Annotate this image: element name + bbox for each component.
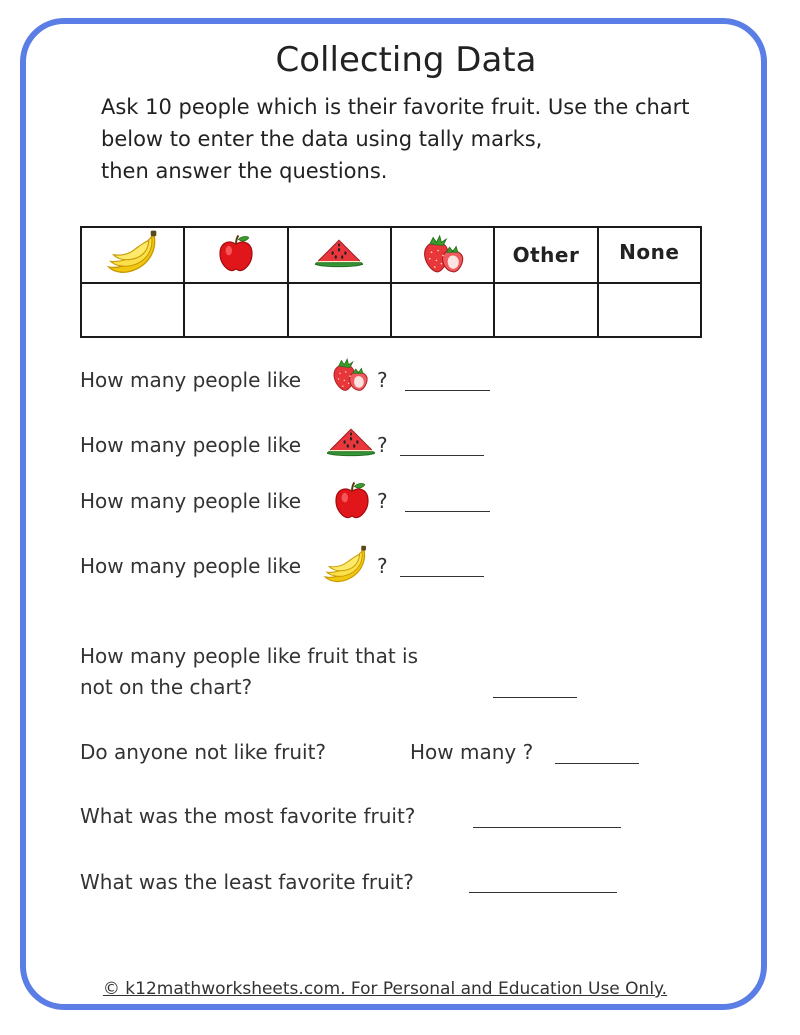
question-other-line-1: How many people like fruit that is — [80, 644, 419, 668]
answer-banana-blank[interactable] — [400, 576, 484, 577]
apple-icon — [332, 480, 372, 520]
answer-least-blank[interactable] — [469, 892, 617, 893]
tally-header-watermelon — [288, 227, 391, 283]
question-banana-text: How many people like — [80, 554, 302, 578]
question-most-text: What was the most favorite fruit? — [80, 804, 416, 828]
watermelon-icon — [327, 425, 375, 459]
strawberry-icon — [420, 232, 466, 274]
answer-strawberry-blank[interactable] — [405, 390, 490, 391]
copyright-footer: © k12mathworksheets.com. For Personal and Education Use Only. — [102, 979, 668, 999]
worksheet-title: Collecting Data — [275, 40, 537, 80]
tally-header-row — [81, 227, 701, 283]
question-apple-mark: ? — [377, 489, 388, 513]
tally-header-none — [598, 227, 701, 283]
strawberry-icon — [330, 355, 370, 393]
tally-header-banana — [81, 227, 184, 283]
tally-cell-watermelon[interactable] — [288, 283, 391, 337]
tally-chart — [80, 226, 702, 338]
tally-entry-row — [81, 283, 701, 337]
question-strawberry-mark: ? — [377, 368, 388, 392]
question-no-fruit-text: Do anyone not like fruit? — [80, 740, 327, 764]
question-watermelon-text: How many people like — [80, 433, 302, 457]
answer-apple-blank[interactable] — [405, 511, 490, 512]
instructions-line-1: Ask 10 people which is their favorite fruit. Use the chart — [101, 95, 690, 119]
tally-cell-strawberry[interactable] — [391, 283, 494, 337]
instructions-line-3: then answer the questions. — [101, 159, 388, 183]
question-strawberry-text: How many people like — [80, 368, 302, 392]
answer-other-blank[interactable] — [493, 697, 577, 698]
banana-icon — [322, 544, 370, 586]
watermelon-icon — [315, 236, 363, 270]
answer-watermelon-blank[interactable] — [400, 455, 484, 456]
question-apple-text: How many people like — [80, 489, 302, 513]
tally-header-other — [494, 227, 597, 283]
tally-cell-none[interactable] — [598, 283, 701, 337]
instructions-line-2: below to enter the data using tally marks, — [101, 127, 543, 151]
question-how-many-text: How many ? — [410, 740, 534, 764]
tally-header-apple — [184, 227, 287, 283]
question-watermelon-mark: ? — [377, 433, 388, 457]
tally-cell-banana[interactable] — [81, 283, 184, 337]
banana-icon — [105, 229, 161, 277]
apple-icon — [216, 233, 256, 273]
answer-most-blank[interactable] — [473, 827, 621, 828]
tally-cell-other[interactable] — [494, 283, 597, 337]
tally-header-none-label: None — [619, 240, 680, 264]
question-least-text: What was the least favorite fruit? — [80, 870, 414, 894]
tally-cell-apple[interactable] — [184, 283, 287, 337]
question-banana-mark: ? — [377, 554, 388, 578]
tally-header-strawberry — [391, 227, 494, 283]
question-other-line-2: not on the chart? — [80, 675, 253, 699]
answer-how-many-blank[interactable] — [555, 763, 639, 764]
instructions — [101, 91, 741, 187]
tally-header-other-label: Other — [512, 243, 580, 267]
